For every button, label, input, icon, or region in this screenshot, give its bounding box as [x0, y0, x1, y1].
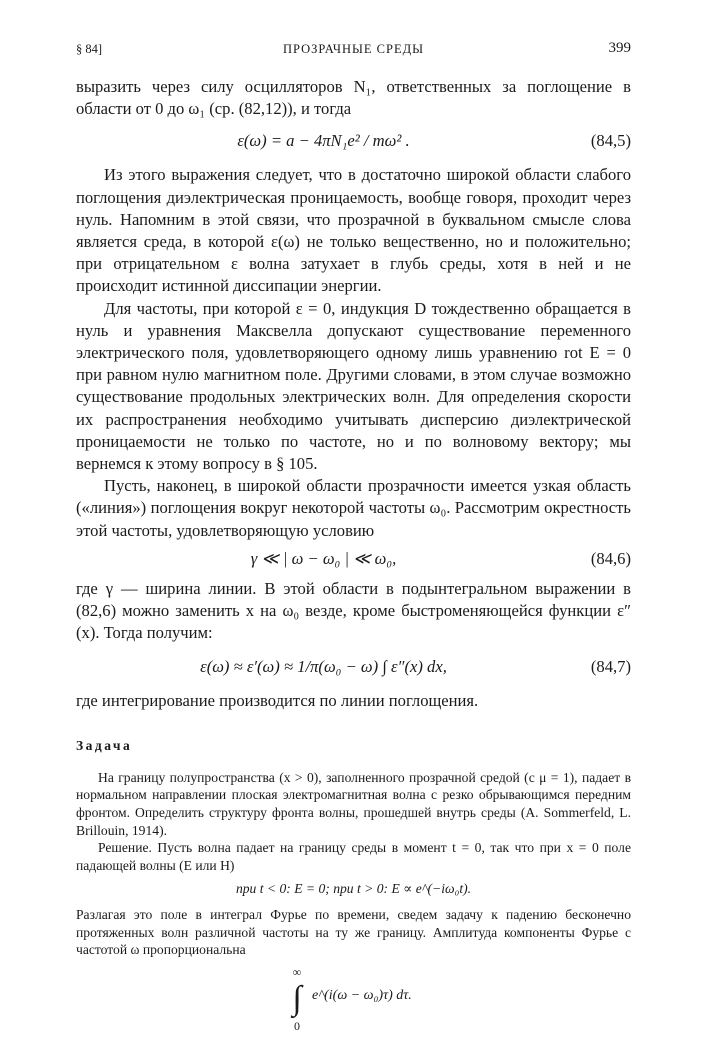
equation-number: (84,7)	[590, 657, 631, 677]
equation-84-7	[76, 644, 631, 690]
paragraph-2: Из этого выражения следует, что в достаточно широкой области слабого поглощения диэлектрическая проницаемость, вообще говоря, проходит через нуль. Напомним в этой связи, что прозрачной в буквальном смысле слова является среда, в которой ε(ω) не только вещественно, но и положительно; при отрицательном ε волна затухает в глубь среды, хотя в ней и не происходит истинной диссипации энергии.	[76, 165, 631, 296]
integral-symbol: ∫	[292, 979, 302, 1017]
paragraph-6: где интегрирование производится по линии поглощения.	[76, 691, 479, 711]
integral-expression: e^(i(ω − ω₀)τ) dτ.	[312, 987, 412, 1003]
page-header	[76, 40, 631, 62]
incident-field-formula: при t < 0: E = 0; при t > 0: E ∝ e^(−iω₀t).	[235, 881, 472, 897]
page-body	[76, 76, 631, 1043]
paragraph-4: Пусть, наконец, в широкой области прозрачности имеется узкая область («линия») поглощения вокруг некоторой частоты ω₀. Рассмотрим окрестность этой частоты, удовлетворяющую условию	[76, 476, 631, 540]
solution-text-1: Решение. Пусть волна падает на границу среды в момент t = 0, так что при x = 0 поле падающей волны (E или H)	[76, 840, 631, 873]
solution-text-2: Разлагая это поле в интеграл Фурье по времени, сведем задачу к падению бесконечно протяженных волн различной частоты на ту же границу. Амплитуда компоненты Фурье с частотой ω пропорциональна	[76, 907, 631, 958]
equation-formula: ε(ω) = a − 4πN₁e² / mω² .	[237, 131, 410, 151]
equation-formula: γ ≪ | ω − ω₀ | ≪ ω₀,	[250, 548, 397, 568]
integral-lower-limit: 0	[294, 1018, 300, 1033]
fourier-integral	[76, 965, 631, 1043]
running-title: ПРОЗРАЧНЫЕ СРЕДЫ	[282, 42, 425, 56]
section-marker: § 84]	[76, 42, 103, 56]
integral-sign	[282, 965, 312, 1033]
paragraph-5: где γ — ширина линии. В этой области в подынтегральном выражении в (82,6) можно заменить x на ω₀ везде, кроме быстроменяющейся функции ε″(x). Тогда получим:	[76, 578, 631, 643]
equation-84-5	[76, 120, 631, 164]
problem-heading: Задача	[76, 737, 133, 753]
page-number: 399	[608, 40, 631, 56]
problem-statement: На границу полупространства (x > 0), заполненного прозрачной средой (с μ = 1), падает в нормальном направлении плоская электромагнитная волна с резко обрывающимся передним фронтом. Определить структуру фронта волны, прошедшей внутрь среды (A. Sommerfeld, L. Brillouin, 1914).	[76, 769, 631, 838]
problem-block	[76, 769, 631, 1043]
paragraph-1: выразить через силу осцилляторов N₁, ответственных за поглощение в области от 0 до ω₁ (ср. (82,12)), и тогда	[76, 77, 631, 119]
paragraph-3: Для частоты, при которой ε = 0, индукция D тождественно обращается в нуль и уравнения Максвелла допускают существование переменного электрического поля, удовлетворяющего одному лишь уравнению rot E = 0 при равном нулю магнитном поле. Другими словами, в этом случае возможно существование продольных электрических волн. Для определения скорости их распространения необходимо учитывать дисперсию диэлектрической проницаемости не только по частоте, но и по волновому вектору; мы вернемся к этому вопросу в § 105.	[76, 298, 631, 474]
integral-upper-limit: ∞	[292, 964, 302, 979]
equation-number: (84,5)	[590, 131, 631, 151]
equation-formula: ε(ω) ≈ ε′(ω) ≈ 1/π(ω₀ − ω) ∫ ε″(x) dx,	[200, 657, 447, 677]
equation-number: (84,6)	[590, 548, 631, 568]
equation-84-6	[76, 542, 631, 578]
